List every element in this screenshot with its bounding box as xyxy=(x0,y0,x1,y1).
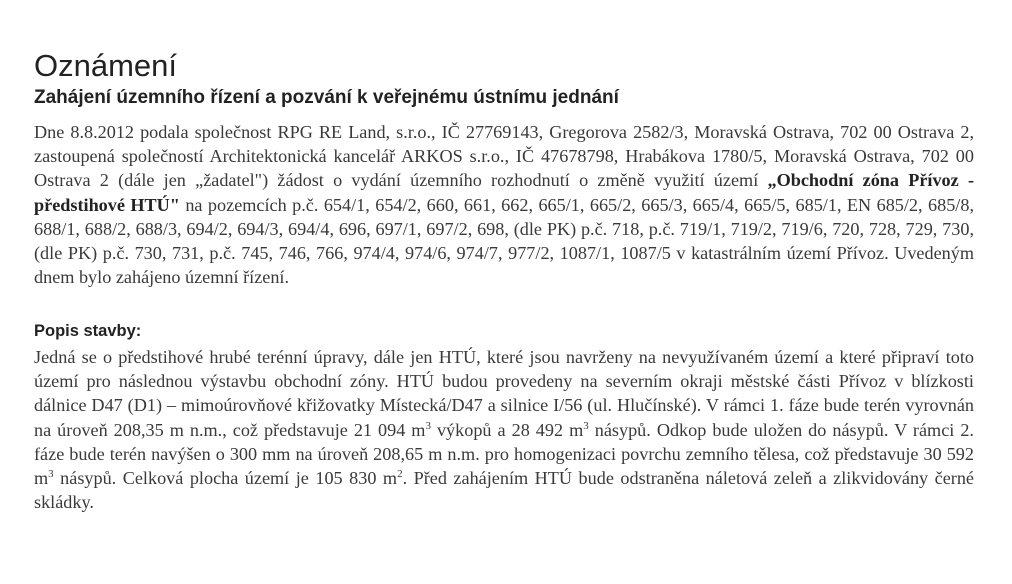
superscript-4: 2 xyxy=(397,467,403,480)
document-title: Oznámení xyxy=(34,48,178,83)
project-name: „Obchodní zóna Přívoz - předstihové HTÚ" xyxy=(34,170,975,215)
intro-paragraph xyxy=(34,120,974,289)
description-text-part-5: . Před zahájením HTÚ bude odstraněna náletová zeleň a zlikvidovány černé skládky. xyxy=(34,468,975,513)
description-text-part-2: výkopů a 28 492 m xyxy=(430,419,584,440)
description-paragraph xyxy=(34,345,974,514)
section-heading-popis-stavby: Popis stavby: xyxy=(34,322,142,340)
superscript-3: 3 xyxy=(48,467,54,480)
intro-text-part-2: na pozemcích p.č. 654/1, 654/2, 660, 661, 662, 665/1, 665/2, 665/3, 665/4, 665/5, 685/1, EN 685/2, 685/8, 688/1, 688/2, 688/3, 694/2, 694/3, 694/4, 696, 697/1, 697/2, 698, (dle PK) p.č. 718, p.č. 719/1, 719/2, 719/6, 720, 728, 729, 730, (dle PK) p.č. 730, 731, p.č. 745, 746, 766, 974/4, 974/6, 974/7, 977/2, 1087/1, 1087/5 v katastrálním území Přívoz. Uvedeným dnem bylo zahájeno územní řízení. xyxy=(34,194,974,288)
description-text-part-3: násypů. Odkop bude uložen do násypů. V rámci 2. fáze bude terén navýšen o 300 mm na úroveň 208,65 m n.m. pro homogenizaci povrchu zemního tělesa, což představuje 30 592 m xyxy=(34,419,974,489)
description-text-part-1: Jedná se o předstihové hrubé terénní úpravy, dále jen HTÚ, které jsou navrženy na nevyužívaném území a které připraví toto území pro následnou výstavbu obchodní zóny. HTÚ budou provedeny na severním okraji městské části Přívoz v blízkosti dálnice D47 (D1) – mimoúrovňové křižovatky Místecká/D47 a silnice I/56 (ul. Hlučínské). V rámci 1. fáze bude terén vyrovnán na úroveň 208,35 m n.m., což představuje 21 094 m xyxy=(34,347,974,440)
document-subtitle: Zahájení územního řízení a pozvání k veřejnému ústnímu jednání xyxy=(34,87,619,108)
description-text-part-4: násypů. Celková plocha území je 105 830 m xyxy=(53,468,398,489)
superscript-2: 3 xyxy=(583,419,589,432)
intro-text-part-1: Dne 8.8.2012 podala společnost RPG RE Land, s.r.o., IČ 27769143, Gregorova 2582/3, Moravská Ostrava, 702 00 Ostrava 2, zastoupená společností Architektonická kancelář ARKOS s.r.o., IČ 47678798, Hrabákova 1780/5, Moravská Ostrava, 702 00 Ostrava 2 (dále jen „žadatel") žádost o vydání územního rozhodnutí o změně využití území xyxy=(34,122,974,191)
superscript-1: 3 xyxy=(425,419,431,432)
